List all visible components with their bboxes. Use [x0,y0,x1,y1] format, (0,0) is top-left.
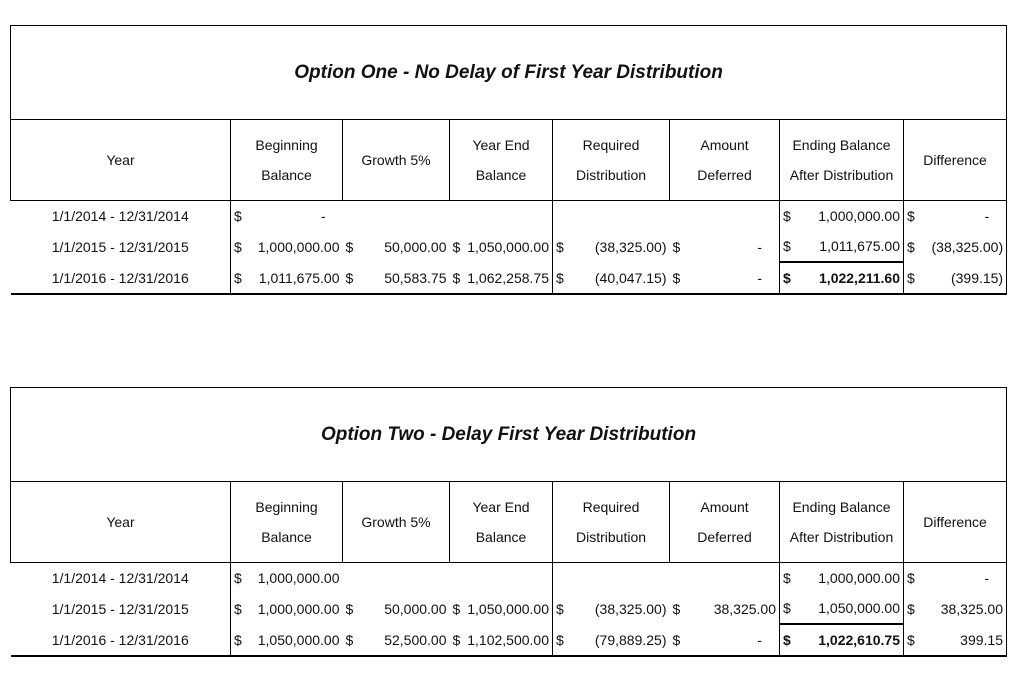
year-end-balance-cell: $ 1,050,000.00 [450,231,553,262]
ending-balance-cell: $ 1,000,000.00 [780,201,904,232]
year-cell: 1/1/2014 - 12/31/2014 [51,208,189,224]
amount-deferred-cell [670,201,780,232]
difference-cell: $ (399.15) [904,262,1007,294]
beginning-balance-cell: $ 1,000,000.00 [231,563,343,594]
ending-balance-cell: $ 1,011,675.00 [780,231,904,262]
header-beginning-balance: Beginning Balance [231,482,343,563]
growth-cell: $ 52,500.00 [343,624,450,656]
year-end-balance-cell: $ 1,062,258.75 [450,262,553,294]
header-required-distribution: Required Distribution [553,482,670,563]
amount-deferred-cell: $ 38,325.00 [670,593,780,624]
ending-balance-cell: $ 1,000,000.00 [780,563,904,594]
header-required-distribution: Required Distribution [553,120,670,201]
growth-cell: $ 50,583.75 [343,262,450,294]
required-distribution-cell [553,563,670,594]
header-year: Year [11,120,231,201]
growth-cell [343,563,450,594]
header-ending-balance: Ending Balance After Distribution [780,482,904,563]
year-end-balance-cell: $ 1,102,500.00 [450,624,553,656]
year-end-balance-cell [450,201,553,232]
difference-cell: $ 399.15 [904,624,1007,656]
table-row [11,593,1007,624]
option-one-title: Option One - No Delay of First Year Distribution [11,26,1007,120]
difference-cell: $ - [904,201,1007,232]
header-amount-deferred: Amount Deferred [670,120,780,201]
beginning-balance-cell: $ 1,011,675.00 [231,262,343,294]
header-year-end-balance: Year End Balance [450,482,553,563]
header-growth: Growth 5% [343,482,450,563]
option-two-title: Option Two - Delay First Year Distribution [11,388,1007,482]
option-two-table [10,387,1007,657]
amount-deferred-cell: $ - [670,231,780,262]
header-difference: Difference [904,482,1007,563]
header-year: Year [11,482,231,563]
table-row [11,624,1007,656]
year-end-balance-cell [450,563,553,594]
table-row [11,231,1007,262]
required-distribution-cell: $ (40,047.15) [553,262,670,294]
amount-deferred-cell [670,563,780,594]
beginning-balance-cell: $ 1,000,000.00 [231,593,343,624]
year-cell: 1/1/2016 - 12/31/2016 [11,262,231,294]
year-cell: 1/1/2015 - 12/31/2015 [51,600,189,617]
table-row [11,201,1007,232]
growth-cell [343,201,450,232]
growth-cell: $ 50,000.00 [345,238,447,255]
header-difference: Difference [904,120,1007,201]
required-distribution-cell: $ (79,889.25) [553,624,670,656]
year-end-balance-cell: $ 1,050,000.00 [450,593,553,624]
difference-cell: $ 38,325.00 [904,593,1007,624]
beginning-balance-cell: $ 1,000,000.00 [231,231,343,262]
difference-cell: $ - [904,563,1007,594]
growth-cell: $ 50,000.00 [345,600,447,617]
amount-deferred-cell: $ - [670,624,780,656]
beginning-balance-cell: $ - [231,201,343,232]
ending-balance-cell: $ 1,050,000.00 [780,593,904,624]
required-distribution-cell: $ (38,325.00) [556,600,667,617]
year-cell: 1/1/2016 - 12/31/2016 [11,624,231,656]
ending-balance-cell: $ 1,022,610.75 [780,624,904,656]
required-distribution-cell: $ (38,325.00) [556,238,667,255]
difference-cell: $ (38,325.00) [904,231,1007,262]
header-year-end-balance: Year End Balance [450,120,553,201]
header-amount-deferred: Amount Deferred [670,482,780,563]
year-cell: 1/1/2014 - 12/31/2014 [51,570,189,586]
table-row [11,563,1007,594]
header-beginning-balance: Beginning Balance [231,120,343,201]
amount-deferred-cell: $ - [670,262,780,294]
required-distribution-cell [553,201,670,232]
ending-balance-cell: $ 1,022,211.60 [780,262,904,294]
table-row [11,262,1007,294]
beginning-balance-cell: $ 1,050,000.00 [231,624,343,656]
header-ending-balance: Ending Balance After Distribution [780,120,904,201]
option-one-table [10,25,1007,295]
year-cell: 1/1/2015 - 12/31/2015 [51,238,189,255]
header-growth: Growth 5% [343,120,450,201]
